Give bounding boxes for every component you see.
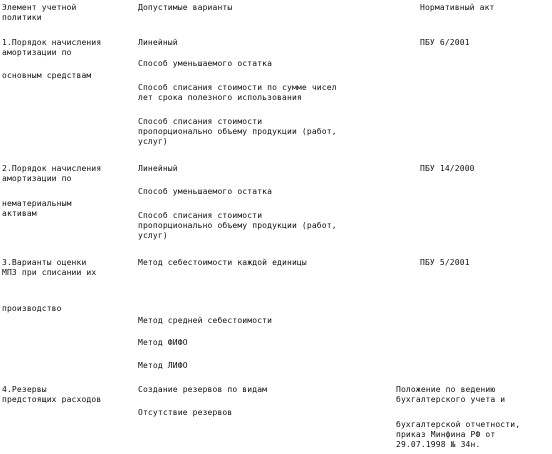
row2-variant: Способ списания стоимости пропорционально объему продукции (работ, услуг): [138, 211, 337, 240]
row4-act-cont: бухгалтерской отчетности, приказ Минфина РФ от 29.07.1998 № 34н.: [396, 420, 521, 449]
row1-element-cont: основным средствам: [2, 71, 92, 80]
row1-act: ПБУ 6/2001: [420, 38, 470, 47]
row1-element: 1.Порядок начисления амортизации по: [2, 38, 102, 57]
row4-variant: Отсутствие резервов: [138, 408, 233, 417]
row3-act: ПБУ 5/2001: [420, 258, 470, 267]
row1-variant: Способ списания стоимости по сумме чисел лет срока полезного использования: [138, 83, 337, 102]
header-element: Элемент учетной политики: [2, 3, 77, 22]
row4-variant: Создание резервов по видам: [138, 385, 268, 394]
row2-variant: Линейный: [138, 164, 178, 173]
row3-element-cont: производство: [2, 304, 62, 313]
row4-act: Положение по ведению бухгалтерского учета и: [396, 385, 506, 404]
header-variants: Допустимые варианты: [138, 3, 233, 12]
row1-variant: Способ списания стоимости пропорционально объему продукции (работ, услуг): [138, 117, 337, 146]
row1-variant: Линейный: [138, 38, 178, 47]
row3-variant: Метод ЛИФО: [138, 361, 188, 370]
row3-variant: Метод средней себестоимости: [138, 316, 273, 325]
row2-variant: Способ уменьшаемого остатка: [138, 187, 273, 196]
row4-element: 4.Резервы предстоящих расходов: [2, 385, 102, 404]
row2-element: 2.Порядок начисления амортизации по: [2, 164, 102, 183]
row3-variant: Метод ФИФО: [138, 338, 188, 347]
header-act: Нормативный акт: [420, 3, 495, 12]
row2-act: ПБУ 14/2000: [420, 164, 475, 173]
row2-element-cont: нематериальным активам: [2, 199, 72, 218]
row3-variant: Метод себестоимости каждой единицы: [138, 258, 307, 267]
row3-element: 3.Варианты оценки МПЗ при списании их: [2, 258, 97, 277]
row1-variant: Способ уменьшаемого остатка: [138, 59, 273, 68]
